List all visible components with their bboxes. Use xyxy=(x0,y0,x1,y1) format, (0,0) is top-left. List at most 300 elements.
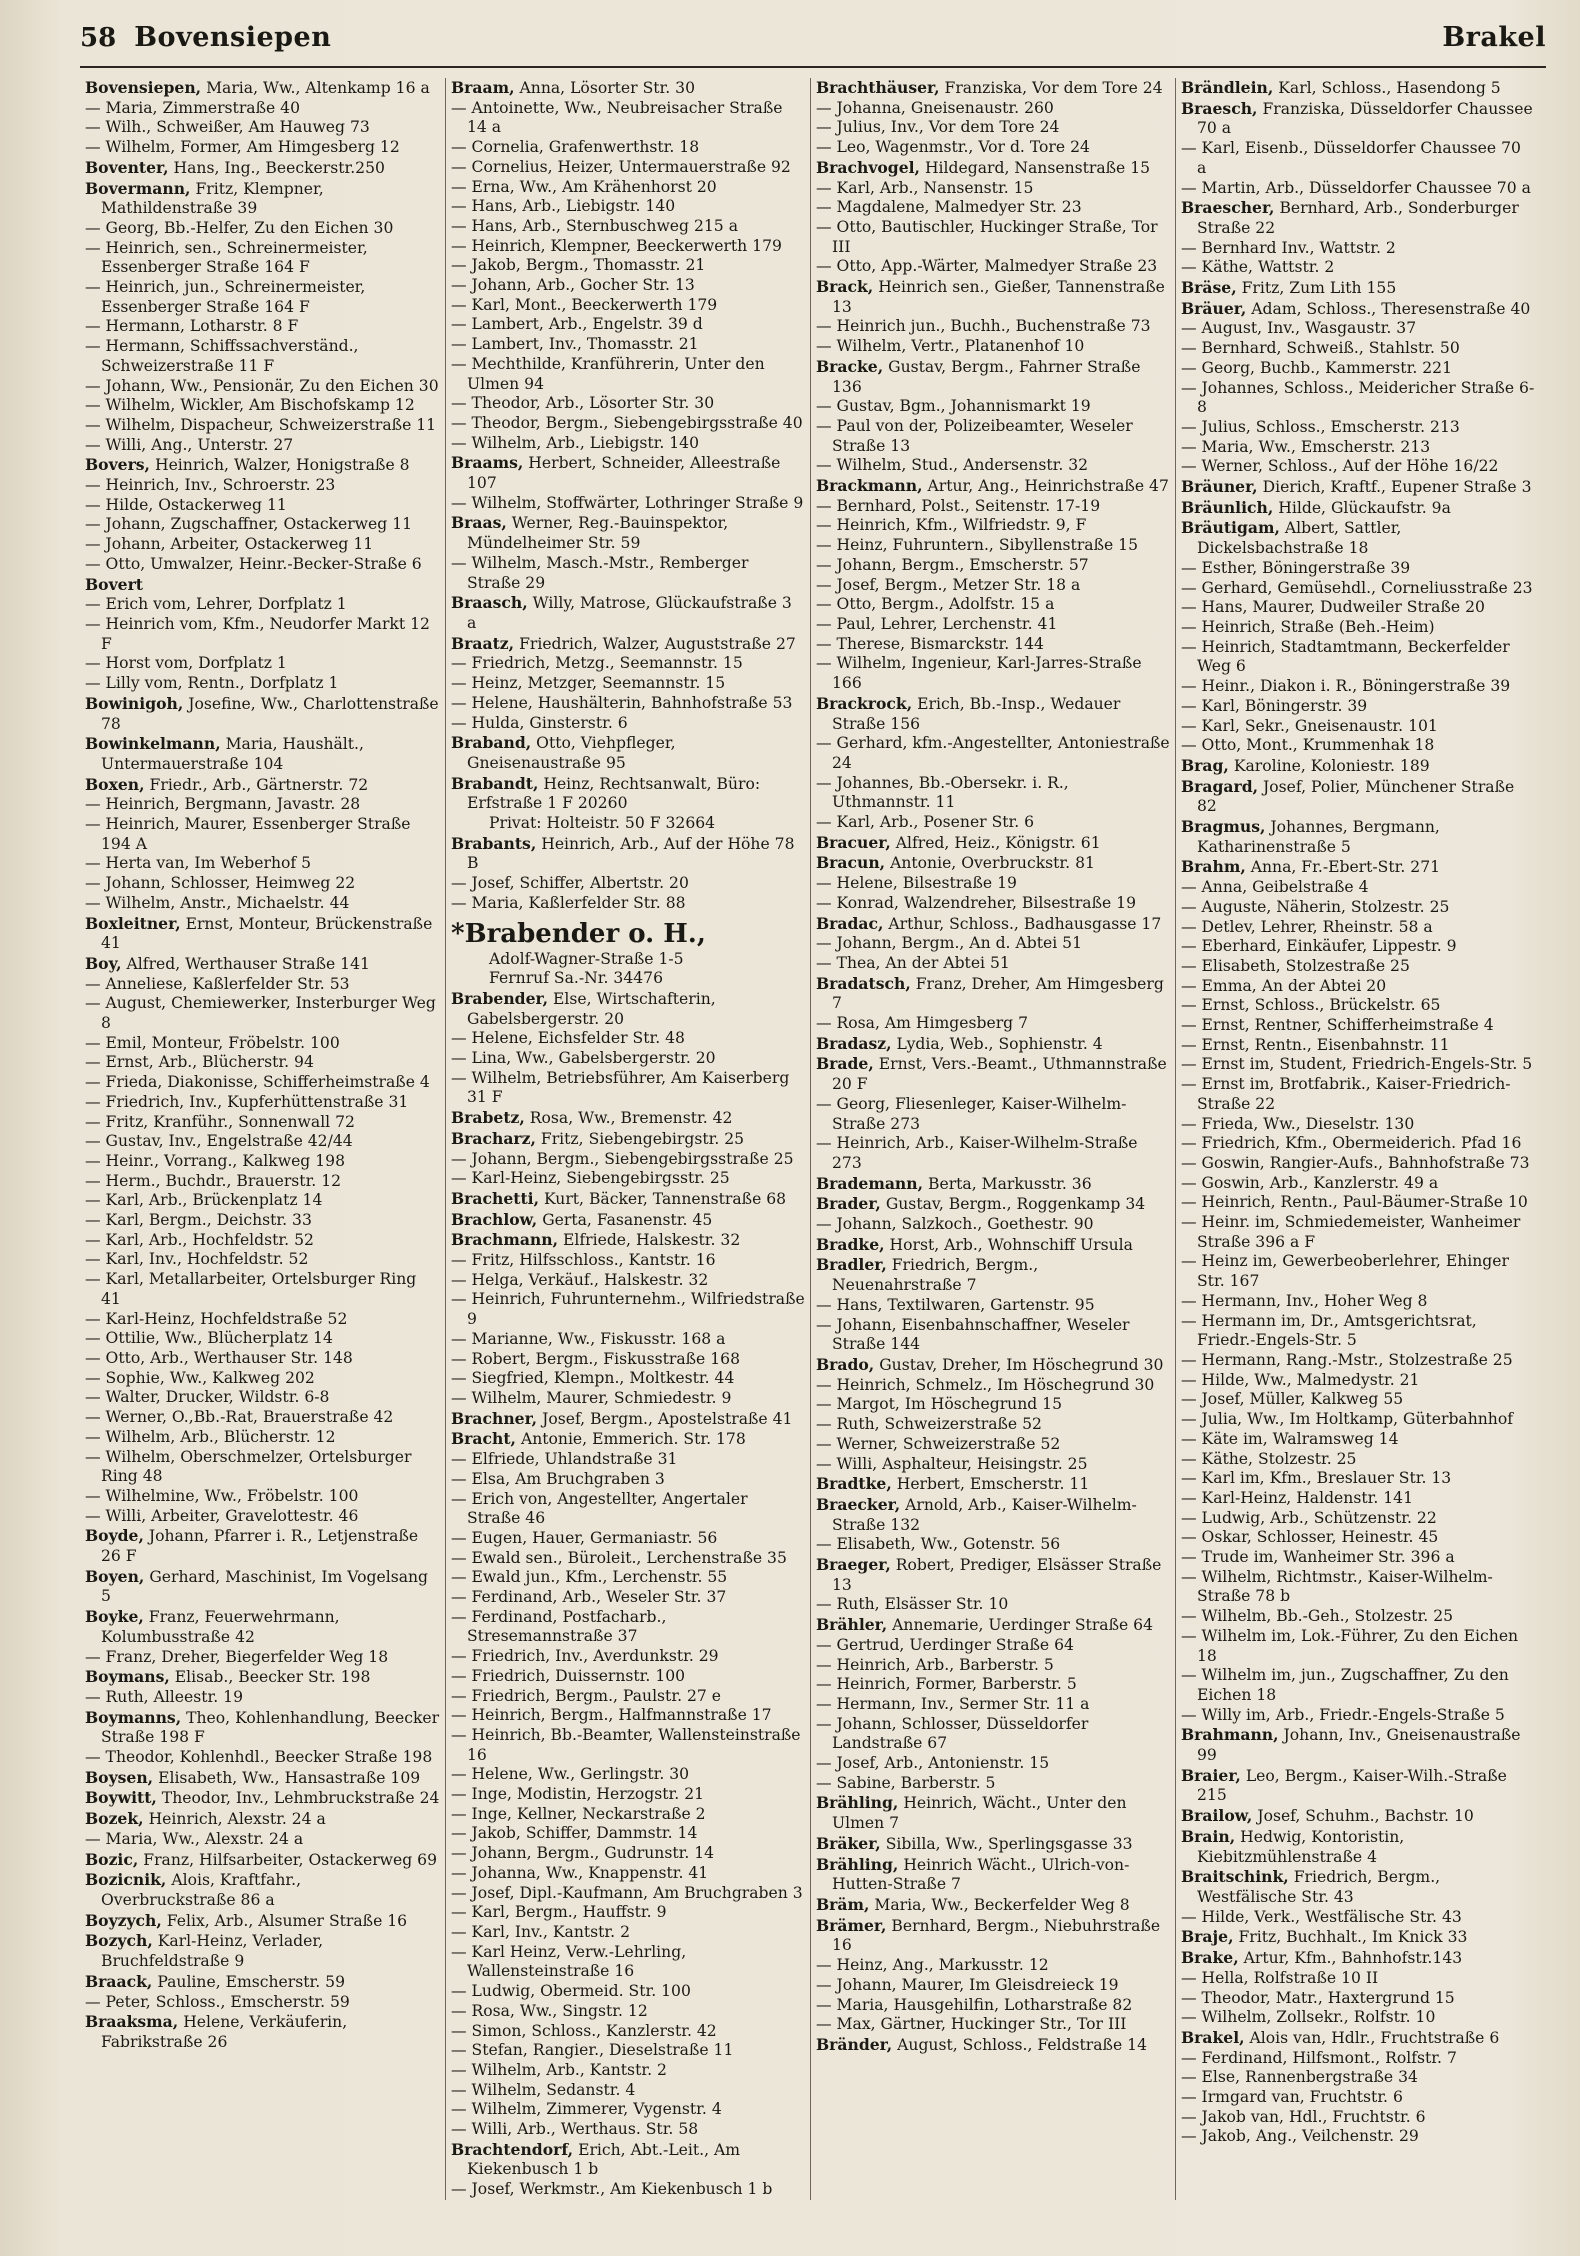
entry-details: Theo, Kohlenhandlung, Beecker Straße 198 F xyxy=(101,1708,440,1747)
entry-details: — Hans, Textilwaren, Gartenstr. 95 xyxy=(816,1295,1095,1314)
entry-details: — Otto, Bautischler, Huckinger Straße, Tor III xyxy=(816,217,1158,256)
directory-entry xyxy=(85,1231,440,1251)
entry-surname: Brachner, xyxy=(451,1408,538,1428)
directory-entry xyxy=(1181,777,1535,817)
directory-entry xyxy=(451,256,805,276)
directory-entry xyxy=(1181,78,1535,99)
directory-entry xyxy=(451,733,805,773)
directory-entry xyxy=(816,1194,1170,1215)
directory-entry xyxy=(1181,1390,1535,1410)
entry-details: — Johanna, Ww., Knappenstr. 41 xyxy=(451,1863,709,1882)
entry-surname: Brademann, xyxy=(816,1173,924,1193)
directory-entry xyxy=(85,1191,440,1211)
entry-details: Anna, Fr.-Ebert-Str. 271 xyxy=(1250,858,1441,877)
directory-entry xyxy=(451,1470,805,1490)
entry-details: — August, Inv., Wasgaustr. 37 xyxy=(1181,319,1417,338)
entry-details: — Martin, Arb., Düsseldorfer Chaussee 70 a xyxy=(1181,178,1531,197)
entry-details: — Heinrich, Schmelz., Im Höschegrund 30 xyxy=(816,1375,1155,1394)
entry-surname: Brachetti, xyxy=(451,1188,540,1208)
directory-entry xyxy=(85,1113,440,1133)
entry-details: Elisab., Beecker Str. 198 xyxy=(174,1668,371,1687)
directory-entry xyxy=(451,1169,805,1189)
entry-details: — Wilhelm, Richtmstr., Kaiser-Wilhelm-Straße 78 b xyxy=(1181,1567,1493,1606)
directory-entry xyxy=(451,1785,805,1805)
entry-surname: Brackrock, xyxy=(816,693,913,713)
directory-entry xyxy=(451,453,805,493)
entry-details: Gustav, Dreher, Im Höschegrund 30 xyxy=(879,1356,1164,1374)
entry-details: Gustav, Bergm., Roggenkamp 34 xyxy=(885,1195,1146,1214)
entry-details: — Karl, Eisenb., Düsseldorfer Chaussee 70 a xyxy=(1181,139,1521,177)
entry-details: — Else, Rannenbergstraße 34 xyxy=(1181,2068,1418,2087)
entry-details: — Friedrich, Kfm., Obermeiderich. Pfad 16 xyxy=(1181,1134,1522,1153)
directory-entry xyxy=(451,593,805,633)
entry-details: — Rosa, Am Himgesberg 7 xyxy=(816,1014,1029,1033)
entry-details: Fritz, Klempner, Mathildenstraße 39 xyxy=(101,179,324,218)
entry-surname: Boyde, xyxy=(85,1526,144,1546)
entry-details: — Gustav, Bgm., Johannismarkt 19 xyxy=(816,397,1091,416)
directory-entry xyxy=(816,357,1170,397)
column-3 xyxy=(810,78,1175,2200)
entry-details: Robert, Prediger, Elsässer Straße 13 xyxy=(832,1556,1162,1594)
entry-details: — Johann, Bergm., Emscherstr. 57 xyxy=(816,555,1089,574)
entry-details: — Lambert, Arb., Engelstr. 39 d xyxy=(451,315,703,334)
directory-entry xyxy=(1181,319,1535,339)
directory-entry xyxy=(451,2120,805,2140)
directory-entry xyxy=(85,1708,440,1748)
entry-details: — Simon, Schloss., Kanzlerstr. 42 xyxy=(451,2021,717,2040)
entry-details: — Karl, Inv., Kantstr. 2 xyxy=(451,1922,630,1941)
entry-details: — Otto, Arb., Werthauser Str. 148 xyxy=(85,1349,353,1367)
directory-entry xyxy=(451,950,805,970)
directory-entry xyxy=(451,1389,805,1409)
entry-details: — Hans, Maurer, Dudweiler Straße 20 xyxy=(1181,598,1485,617)
entry-details: — Heinrich, Arb., Kaiser-Wilhelm-Straße 273 xyxy=(816,1134,1138,1172)
entry-details: Felix, Arb., Alsumer Straße 16 xyxy=(166,1911,408,1930)
entry-surname: Brachmann, xyxy=(451,1230,559,1250)
entry-surname: Boxleitner, xyxy=(85,913,181,933)
directory-entry xyxy=(451,834,805,874)
entry-details: — Ernst im, Brotfabrik., Kaiser-Friedrich-Straße 22 xyxy=(1181,1075,1511,1113)
directory-entry xyxy=(85,455,440,476)
entry-details: Maria, Haushält., Untermauerstraße 104 xyxy=(101,735,364,773)
entry-surname: Braescher, xyxy=(1181,198,1275,218)
entry-details: Friedrich, Walzer, Auguststraße 27 xyxy=(519,634,796,653)
entry-details: Otto, Viehpfleger, Gneisenaustraße 95 xyxy=(467,734,676,772)
entry-details: Franz, Hilfsarbeiter, Ostackerweg 69 xyxy=(143,1850,438,1869)
entry-surname: Braack, xyxy=(85,1971,153,1991)
entry-details: — Irmgard van, Fruchtstr. 6 xyxy=(1181,2088,1403,2107)
entry-details: — Ewald sen., Büroleit., Lerchenstraße 35 xyxy=(451,1548,787,1567)
directory-entry xyxy=(1181,1867,1535,1907)
entry-surname: Brabandt, xyxy=(451,773,539,793)
directory-entry xyxy=(816,1996,1170,2016)
entry-details: — Hilde, Ostackerweg 11 xyxy=(85,495,287,514)
entry-details: — Heinrich, Arb., Barberstr. 5 xyxy=(816,1655,1054,1674)
entry-details: — Ruth, Alleestr. 19 xyxy=(85,1687,244,1706)
directory-entry xyxy=(816,277,1170,317)
entry-details: — Hulda, Ginsterstr. 6 xyxy=(451,713,628,732)
directory-entry xyxy=(1181,878,1535,898)
directory-entry xyxy=(85,1152,440,1172)
entry-details: — Josef, Dipl.-Kaufmann, Am Bruchgraben 3 xyxy=(451,1883,803,1902)
entry-details: Privat: Holteistr. 50 F 32664 xyxy=(489,814,716,833)
entry-details: — Käthe, Wattstr. 2 xyxy=(1181,258,1335,277)
directory-entry xyxy=(1181,1548,1535,1568)
directory-entry xyxy=(1181,2028,1535,2049)
directory-entry xyxy=(1181,1371,1535,1391)
directory-entry xyxy=(85,1748,440,1768)
entry-details: — Wilhelm, Wickler, Am Bischofskamp 12 xyxy=(85,396,415,415)
entry-surname: Bradke, xyxy=(816,1234,885,1254)
directory-entry xyxy=(816,218,1170,257)
directory-entry xyxy=(451,1943,805,1982)
entry-details: — Magdalene, Malmedyer Str. 23 xyxy=(816,198,1082,217)
directory-entry xyxy=(1181,1827,1535,1867)
directory-entry xyxy=(451,2081,805,2101)
entry-details: — Julius, Schloss., Emscherstr. 213 xyxy=(1181,417,1460,436)
directory-entry xyxy=(1181,518,1535,558)
entry-details: — Wilh., Schweißer, Am Hauweg 73 xyxy=(85,118,370,137)
directory-entry xyxy=(1181,1055,1535,1075)
directory-entry xyxy=(816,2015,1170,2035)
directory-entry xyxy=(451,1588,805,1608)
directory-entry xyxy=(451,434,805,454)
entry-surname: Braier, xyxy=(1181,1765,1241,1785)
entry-details: — Ferdinand, Postfacharb., Stresemannstraße 37 xyxy=(451,1607,667,1646)
directory-entry xyxy=(816,1014,1170,1034)
entry-details: Johann, Inv., Gneisenaustraße 99 xyxy=(1197,1726,1521,1765)
entry-details: — Ruth, Elsässer Str. 10 xyxy=(816,1595,1009,1614)
entry-details: — Fritz, Kranführ., Sonnenwall 72 xyxy=(85,1112,355,1131)
directory-entry xyxy=(1181,1969,1535,1989)
entry-surname: Brabender, xyxy=(451,988,548,1008)
entry-details: — Heinrich, Bergm., Halfmannstraße 17 xyxy=(451,1706,772,1725)
entry-details: — Johann, Arbeiter, Ostackerweg 11 xyxy=(85,535,374,554)
entry-details: — Bernhard Inv., Wattstr. 2 xyxy=(1181,238,1396,257)
directory-entry xyxy=(816,476,1170,497)
directory-entry xyxy=(816,833,1170,854)
directory-entry xyxy=(85,1911,440,1932)
entry-surname: Boysen, xyxy=(85,1767,154,1787)
entry-surname: Brag, xyxy=(1181,755,1229,775)
directory-entry xyxy=(1181,1075,1535,1114)
left-running-head: Bovensiepen xyxy=(134,22,332,53)
entry-details: Josef, Bergm., Apostelstraße 41 xyxy=(542,1409,793,1428)
directory-entry xyxy=(451,78,805,99)
directory-entry xyxy=(816,1656,1170,1676)
directory-entry xyxy=(451,1210,805,1231)
entry-details: — Theodor, Matr., Haxtergrund 15 xyxy=(1181,1988,1455,2007)
entry-details: — Erna, Ww., Am Krähenhorst 20 xyxy=(451,177,717,196)
entry-details: — Karl-Heinz, Haldenstr. 141 xyxy=(1181,1488,1414,1507)
entry-details: — Horst vom, Dorfplatz 1 xyxy=(85,654,287,673)
directory-entry xyxy=(85,535,440,555)
entry-details: — Karl im, Kfm., Breslauer Str. 13 xyxy=(1181,1469,1452,1488)
entry-details: — Friedrich, Duissernstr. 100 xyxy=(451,1666,686,1685)
entry-details: — Otto, Umwalzer, Heinr.-Becker-Straße 6 xyxy=(85,554,422,573)
entry-details: — Willi, Arb., Werthaus. Str. 58 xyxy=(451,2120,699,2139)
entry-details: — Hella, Rolfstraße 10 II xyxy=(1181,1968,1379,1987)
entry-details: Karoline, Koloniestr. 189 xyxy=(1233,756,1430,775)
directory-entry xyxy=(1181,1806,1535,1827)
entry-details: — Heinrich, Rentn., Paul-Bäumer-Straße 10 xyxy=(1181,1193,1528,1212)
entry-details: — Helene, Haushälterin, Bahnhofstraße 53 xyxy=(451,693,793,712)
entry-details: — Heinrich, Klempner, Beeckerwerth 179 xyxy=(451,236,782,255)
entry-details: — Bernhard, Schweiß., Stahlstr. 50 xyxy=(1181,339,1460,358)
directory-entry xyxy=(816,1235,1170,1256)
entry-details: — Friedrich, Inv., Averdunkstr. 29 xyxy=(451,1647,719,1666)
entry-details: — Georg, Fliesenleger, Kaiser-Wilhelm-Straße 273 xyxy=(816,1094,1127,1133)
entry-details: — Bernhard, Polst., Seitenstr. 17-19 xyxy=(816,496,1101,515)
entry-surname: Bovermann, xyxy=(85,178,191,198)
directory-entry xyxy=(1181,2049,1535,2069)
entry-details: — Siegfried, Klempn., Moltkestr. 44 xyxy=(451,1369,735,1388)
directory-entry xyxy=(451,1150,805,1170)
entry-details: — Goswin, Rangier-Aufs., Bahnhofstraße 73 xyxy=(1181,1153,1530,1172)
directory-entry xyxy=(816,1174,1170,1195)
entry-details: — Heinz, Metzger, Seemannstr. 15 xyxy=(451,674,726,693)
directory-entry xyxy=(1181,278,1535,299)
entry-details: Ernst, Vers.-Beamt., Uthmannstraße 20 F xyxy=(832,1055,1167,1094)
entry-surname: Bovensiepen, xyxy=(85,78,202,97)
entry-details: — Stefan, Rangier., Dieselstraße 11 xyxy=(451,2041,734,2060)
directory-entry xyxy=(1181,1469,1535,1489)
entry-details: Albert, Sattler, Dickelsbachstraße 18 xyxy=(1197,519,1402,558)
entry-details: — Heinrich, Maurer, Essenberger Straße 194 A xyxy=(85,815,411,853)
directory-entry xyxy=(451,1864,805,1884)
directory-entry xyxy=(816,1054,1170,1094)
directory-entry xyxy=(1181,618,1535,638)
entry-details: — Elfriede, Uhlandstraße 31 xyxy=(451,1450,678,1469)
directory-entry xyxy=(451,654,805,674)
directory-entry xyxy=(85,496,440,516)
entry-details: — Ernst, Rentner, Schifferheimstraße 4 xyxy=(1181,1016,1494,1035)
directory-entry xyxy=(85,795,440,815)
entry-details: Antonie, Emmerich. Str. 178 xyxy=(520,1430,746,1449)
directory-entry xyxy=(1181,559,1535,579)
entry-details: Heinrich, Arb., Auf der Höhe 78 B xyxy=(467,834,795,873)
directory-entry xyxy=(451,178,805,198)
directory-entry xyxy=(451,2022,805,2042)
entry-surname: Bradler, xyxy=(816,1255,887,1275)
directory-entry xyxy=(451,1290,805,1329)
directory-entry xyxy=(451,1251,805,1271)
directory-entry xyxy=(451,2061,805,2081)
entry-surname: Brachvogel, xyxy=(816,157,920,177)
entry-details: Anna, Lösorter Str. 30 xyxy=(519,79,696,97)
entry-details: — Theodor, Bergm., Siebengebirgsstraße 40 xyxy=(451,413,803,432)
directory-entry xyxy=(85,158,440,179)
directory-entry xyxy=(451,894,805,914)
entry-details: — Eberhard, Einkäufer, Lippestr. 9 xyxy=(1181,937,1457,956)
directory-entry xyxy=(1181,1292,1535,1312)
entry-details: — Willi, Ang., Unterstr. 27 xyxy=(85,435,294,454)
directory-entry xyxy=(816,694,1170,734)
entry-details: — Wilhelm, Vertr., Platanenhof 10 xyxy=(816,337,1085,356)
entry-details: Fritz, Zum Lith 155 xyxy=(1241,279,1397,298)
entry-details: — Maria, Hausgehilfin, Lotharstraße 82 xyxy=(816,1995,1133,2014)
entry-surname: Boyen, xyxy=(85,1566,145,1586)
directory-entry xyxy=(816,1095,1170,1134)
directory-entry xyxy=(451,554,805,593)
entry-details: Hans, Ing., Beeckerstr.250 xyxy=(173,158,385,177)
entry-details: Fritz, Buchhalt., Im Knick 33 xyxy=(1238,1928,1468,1947)
entry-details: — Heinrich, Bb.-Beamter, Wallensteinstraße 16 xyxy=(451,1725,801,1764)
directory-entry xyxy=(816,974,1170,1014)
directory-entry xyxy=(816,1296,1170,1316)
entry-details: — Willi, Arbeiter, Gravelottestr. 46 xyxy=(85,1506,359,1525)
entry-surname: Bracun, xyxy=(816,853,886,873)
advertisement-heading: *Brabender o. H., xyxy=(451,918,706,949)
entry-details: Leo, Bergm., Kaiser-Wilh.-Straße 215 xyxy=(1197,1766,1507,1805)
entry-details: Herbert, Emscherstr. 11 xyxy=(896,1475,1090,1494)
entry-surname: Brade, xyxy=(816,1054,874,1074)
directory-entry xyxy=(816,635,1170,655)
entry-surname: Braasch, xyxy=(451,593,528,613)
directory-entry xyxy=(816,1695,1170,1715)
column-2 xyxy=(445,78,810,2200)
entry-surname: Bradac, xyxy=(816,913,884,933)
directory-entry xyxy=(451,99,805,138)
directory-entry xyxy=(1181,1766,1535,1806)
entry-details: — Josef, Werkmstr., Am Kiekenbusch 1 b xyxy=(451,2180,773,2199)
entry-details: Johannes, Bergmann, Katharinenstraße 5 xyxy=(1197,818,1440,856)
entry-details: — Wilhelm, Arb., Blücherstr. 12 xyxy=(85,1427,336,1446)
directory-entry xyxy=(85,1607,440,1647)
directory-entry xyxy=(816,576,1170,596)
directory-entry xyxy=(85,1688,440,1708)
directory-entry xyxy=(451,1350,805,1370)
directory-entry xyxy=(85,894,440,914)
directory-entry xyxy=(451,1049,805,1069)
entry-details: — Inge, Modistin, Herzogstr. 21 xyxy=(451,1785,705,1804)
directory-entry xyxy=(85,615,440,654)
directory-entry xyxy=(85,1211,440,1231)
directory-entry xyxy=(451,874,805,894)
directory-entry xyxy=(451,989,805,1029)
directory-entry xyxy=(1181,2127,1535,2147)
entry-surname: Braband, xyxy=(451,733,532,753)
directory-entry xyxy=(451,494,805,514)
entry-details: Erich, Abt.-Leit., Am Kiekenbusch 1 b xyxy=(467,2140,741,2179)
entry-details: — Maria, Ww., Emscherstr. 213 xyxy=(1181,437,1431,456)
directory-entry xyxy=(451,1429,805,1450)
entry-details: Gerhard, Maschinist, Im Vogelsang 5 xyxy=(101,1567,429,1606)
directory-entry xyxy=(85,874,440,894)
directory-entry xyxy=(451,1765,805,1785)
directory-entry xyxy=(451,237,805,257)
columns xyxy=(80,78,1546,2200)
entry-details: — Josef, Schiffer, Albertstr. 20 xyxy=(451,874,689,893)
entry-surname: Brailow, xyxy=(1181,1806,1253,1826)
entry-details: Else, Wirtschafterin, Gabelsbergerstr. 20 xyxy=(467,989,716,1028)
entry-details: — Heinrich, Fuhrunternehm., Wilfriedstraße 9 xyxy=(451,1290,805,1329)
directory-entry xyxy=(451,774,805,814)
directory-entry xyxy=(1181,498,1535,519)
directory-entry xyxy=(816,894,1170,914)
directory-entry xyxy=(85,1768,440,1789)
directory-entry xyxy=(816,179,1170,199)
directory-entry xyxy=(85,1369,440,1389)
directory-entry xyxy=(816,1134,1170,1173)
directory-entry xyxy=(816,1895,1170,1916)
directory-entry xyxy=(1181,1174,1535,1194)
entry-details: — Jakob, Schiffer, Dammstr. 14 xyxy=(451,1824,698,1843)
directory-entry xyxy=(451,1450,805,1470)
directory-entry xyxy=(1181,2068,1535,2088)
directory-entry xyxy=(85,1448,440,1487)
directory-entry xyxy=(816,615,1170,635)
directory-entry xyxy=(85,1329,440,1349)
column-4 xyxy=(1175,78,1540,2200)
entry-surname: Brändlein, xyxy=(1181,78,1274,97)
directory-entry xyxy=(451,2041,805,2061)
directory-entry xyxy=(1181,918,1535,938)
entry-details: — Erich von, Angestellter, Angertaler Straße 46 xyxy=(451,1489,748,1528)
entry-surname: Bräm, xyxy=(816,1894,870,1914)
directory-entry xyxy=(816,774,1170,813)
entry-details: Ernst, Monteur, Brückenstraße 41 xyxy=(101,914,433,953)
entry-surname: Brackmann, xyxy=(816,476,923,496)
entry-details: — Hermann, Lotharstr. 8 F xyxy=(85,317,299,336)
entry-details: — Erich vom, Lehrer, Dorfplatz 1 xyxy=(85,595,347,614)
directory-entry xyxy=(816,1474,1170,1495)
directory-entry xyxy=(85,1667,440,1688)
entry-surname: Boymanns, xyxy=(85,1707,182,1727)
entry-surname: Brabants, xyxy=(451,833,537,853)
entry-details: — Hilde, Ww., Malmedystr. 21 xyxy=(1181,1370,1420,1389)
entry-details: — Paul, Lehrer, Lerchenstr. 41 xyxy=(816,614,1058,633)
directory-entry xyxy=(1181,1568,1535,1607)
directory-entry xyxy=(1181,1706,1535,1726)
directory-entry xyxy=(1181,339,1535,359)
entry-details: — Wilhelm im, Lok.-Führer, Zu den Eichen 18 xyxy=(1181,1626,1519,1665)
directory-entry xyxy=(816,1415,1170,1435)
entry-details: — Frieda, Ww., Dieselstr. 130 xyxy=(1181,1114,1415,1133)
directory-entry xyxy=(85,654,440,674)
directory-entry xyxy=(1181,1213,1535,1252)
directory-entry xyxy=(816,78,1170,99)
directory-entry xyxy=(451,1608,805,1647)
directory-entry xyxy=(85,1388,440,1408)
directory-entry xyxy=(85,595,440,615)
entry-details: — Karl, Böningerstr. 39 xyxy=(1181,696,1368,715)
entry-details: Kurt, Bäcker, Tannenstraße 68 xyxy=(543,1189,787,1208)
directory-entry xyxy=(1181,1509,1535,1529)
entry-details: — Helga, Verkäuf., Halskestr. 32 xyxy=(451,1270,709,1289)
entry-details: — Hans, Arb., Liebigstr. 140 xyxy=(451,197,676,216)
entry-details: Heinrich Wächt., Ulrich-von-Hutten-Straße 7 xyxy=(832,1855,1130,1894)
entry-details: Friedrich, Bergm., Westfälische Str. 43 xyxy=(1197,1868,1441,1906)
entry-details: — Wilhelmine, Ww., Fröbelstr. 100 xyxy=(85,1486,359,1505)
entry-details: — Heinrich vom, Kfm., Neudorfer Markt 12 F xyxy=(85,614,430,653)
entry-surname: Brake, xyxy=(1181,1948,1239,1968)
directory-entry xyxy=(816,497,1170,517)
entry-details: Friedr., Arb., Gärtnerstr. 72 xyxy=(149,775,369,794)
entry-details: — Hilde, Verk., Westfälische Str. 43 xyxy=(1181,1907,1462,1926)
entry-surname: Bragmus, xyxy=(1181,817,1266,837)
directory-entry xyxy=(451,1903,805,1923)
directory-entry xyxy=(816,1754,1170,1774)
entry-surname: Bovert xyxy=(85,574,143,594)
directory-entry xyxy=(1181,1528,1535,1548)
directory-entry xyxy=(816,2035,1170,2056)
entry-details: Annemarie, Uerdinger Straße 64 xyxy=(892,1616,1154,1635)
directory-entry xyxy=(85,99,440,119)
entry-surname: Bozic, xyxy=(85,1849,139,1869)
entry-details: — Sabine, Barberstr. 5 xyxy=(816,1773,996,1792)
directory-entry xyxy=(816,1715,1170,1754)
